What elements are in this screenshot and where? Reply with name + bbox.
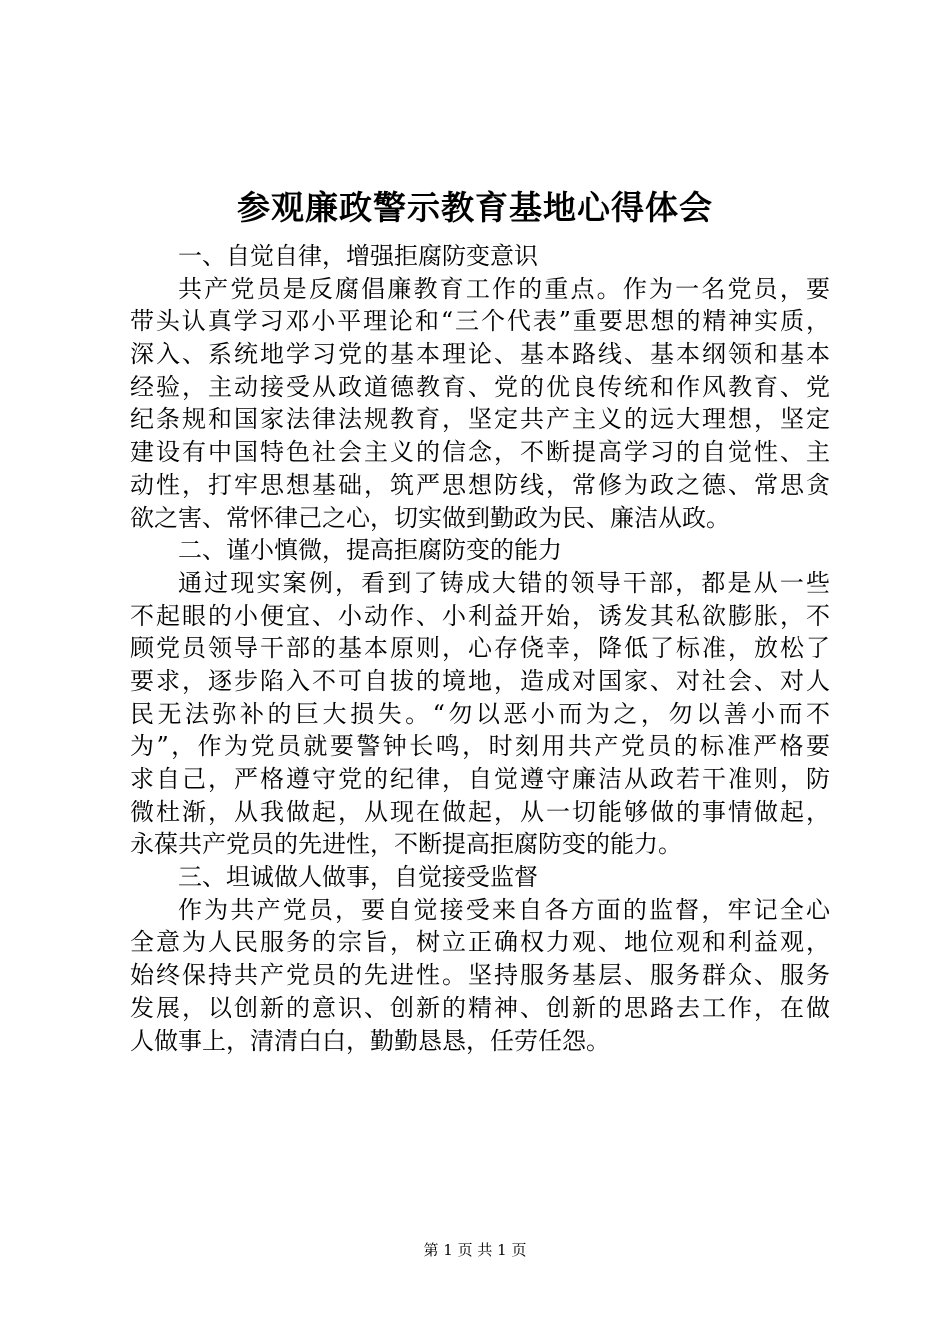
paragraph-line: 通过现实案例，看到了铸成大错的领导干部，都是从一些 — [178, 568, 830, 597]
section-heading-3: 三、坦诚做人做事，自觉接受监督 — [178, 863, 538, 892]
paragraph-line: 经验，主动接受从政道德教育、党的优良传统和作风教育、党 — [130, 372, 830, 401]
paragraph-line: 顾党员领导干部的基本原则，心存侥幸，降低了标准，放松了 — [130, 634, 830, 663]
paragraph-line: 纪条规和国家法律法规教育，坚定共产主义的远大理想，坚定 — [130, 405, 830, 434]
section-heading-2: 二、谨小慎微，提高拒腐防变的能力 — [178, 536, 562, 565]
paragraph-line: 带头认真学习邓小平理论和“三个代表”重要思想的精神实质， — [130, 307, 830, 336]
page-number-footer: 第 1 页 共 1 页 — [423, 1241, 527, 1259]
paragraph-line: 微杜渐，从我做起，从现在做起，从一切能够做的事情做起， — [130, 797, 830, 826]
paragraph-line: 共产党员是反腐倡廉教育工作的重点。作为一名党员，要 — [178, 274, 830, 303]
paragraph-line: 建设有中国特色社会主义的信念，不断提高学习的自觉性、主 — [130, 438, 830, 467]
paragraph-line: 民无法弥补的巨大损失。“勿以恶小而为之，勿以善小而不 — [130, 699, 830, 728]
paragraph-line: 深入、系统地学习党的基本理论、基本路线、基本纲领和基本 — [130, 340, 830, 369]
paragraph-line: 欲之害、常怀律己之心，切实做到勤政为民、廉洁从政。 — [130, 503, 730, 532]
paragraph-line: 人做事上，清清白白，勤勤恳恳，任劳任怨。 — [130, 1026, 610, 1055]
document-title: 参观廉政警示教育基地心得体会 — [237, 188, 713, 227]
paragraph-line: 要求，逐步陷入不可自拔的境地，造成对国家、对社会、对人 — [130, 666, 830, 695]
paragraph-line: 始终保持共产党员的先进性。坚持服务基层、服务群众、服务 — [130, 961, 830, 990]
paragraph-line: 为”，作为党员就要警钟长鸣，时刻用共产党员的标准严格要 — [130, 732, 830, 761]
paragraph-line: 动性，打牢思想基础，筑严思想防线，常修为政之德、常思贪 — [130, 470, 830, 499]
paragraph-line: 全意为人民服务的宗旨，树立正确权力观、地位观和利益观， — [130, 928, 830, 957]
section-heading-1: 一、自觉自律，增强拒腐防变意识 — [178, 242, 538, 270]
paragraph-line: 求自己，严格遵守党的纪律，自觉遵守廉洁从政若干准则，防 — [130, 765, 830, 793]
paragraph-line: 发展，以创新的意识、创新的精神、创新的思路去工作，在做 — [130, 993, 830, 1022]
paragraph-line: 不起眼的小便宜、小动作、小利益开始，诱发其私欲膨胀，不 — [130, 601, 830, 630]
paragraph-line: 作为共产党员，要自觉接受来自各方面的监督，牢记全心 — [178, 895, 830, 924]
paragraph-line: 永葆共产党员的先进性，不断提高拒腐防变的能力。 — [130, 830, 682, 859]
document-body — [130, 240, 830, 1057]
